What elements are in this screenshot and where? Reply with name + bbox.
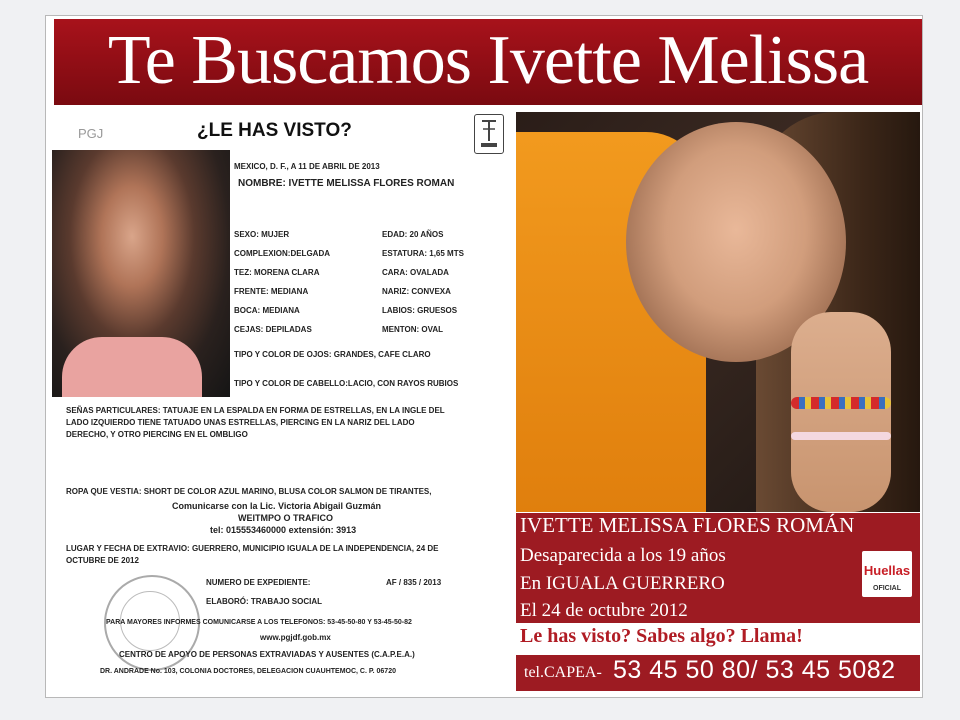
cabello-field: TIPO Y COLOR DE CABELLO:LACIO, CON RAYOS RUBIOS bbox=[234, 379, 459, 388]
sexo-field: SEXO: MUJER bbox=[234, 230, 290, 239]
contact-line-1: Comunicarse con la Lic. Victoria Abigail Guzmán bbox=[172, 501, 382, 511]
missing-person-photo-large bbox=[516, 112, 920, 512]
nariz-field: NARIZ: CONVEXA bbox=[382, 287, 451, 296]
agency-emblem-icon bbox=[474, 114, 504, 154]
panel-name: IVETTE MELISSA FLORES ROMÁN bbox=[520, 513, 855, 537]
ropa-field: ROPA QUE VESTIA: SHORT DE COLOR AZUL MARINO, BLUSA COLOR SALMON DE TIRANTES, bbox=[66, 487, 432, 496]
panel-location: En IGUALA GUERRERO bbox=[520, 573, 725, 594]
footer-phones: PARA MAYORES INFORMES COMUNICARSE A LOS TELEFONOS: 53-45-50-80 Y 53-45-50-82 bbox=[106, 619, 412, 626]
panel-disappeared-age: Desaparecida a los 19 años bbox=[520, 545, 726, 566]
title-banner bbox=[54, 19, 922, 105]
estatura-field: ESTATURA: 1,65 MTS bbox=[382, 249, 464, 258]
complexion-field: COMPLEXION:DELGADA bbox=[234, 249, 330, 258]
logo-subtitle: OFICIAL bbox=[873, 585, 901, 592]
panel-date: El 24 de octubre 2012 bbox=[520, 600, 688, 621]
logo-title: Huellas bbox=[863, 563, 911, 578]
expediente-label: NUMERO DE EXPEDIENTE: bbox=[206, 578, 311, 587]
pgj-mark: PGJ bbox=[78, 126, 104, 141]
contact-line-2: WEITMPO O TRAFICO bbox=[238, 513, 333, 523]
sheet-heading: ¿LE HAS VISTO? bbox=[197, 120, 352, 141]
contact-line-3: tel: 015553460000 extensión: 3913 bbox=[210, 525, 357, 535]
senas-line-1: SEÑAS PARTICULARES: TATUAJE EN LA ESPALDA EN FORMA DE ESTRELLAS, EN LA INGLE DEL bbox=[66, 406, 445, 415]
expediente-value: AF / 835 / 2013 bbox=[386, 578, 442, 587]
footer-website[interactable]: www.pgjdf.gob.mx bbox=[260, 633, 331, 642]
tez-field: TEZ: MORENA CLARA bbox=[234, 268, 320, 277]
cara-field: CARA: OVALADA bbox=[382, 268, 449, 277]
lugar-line-2: OCTUBRE DE 2012 bbox=[66, 556, 139, 565]
huellas-logo bbox=[862, 551, 912, 597]
senas-line-3: DERECHO, Y OTRO PIERCING EN EL OMBLIGO bbox=[66, 430, 248, 439]
missing-person-photo-small bbox=[52, 150, 230, 397]
frente-field: FRENTE: MEDIANA bbox=[234, 287, 309, 296]
footer-center: CENTRO DE APOYO DE PERSONAS EXTRAVIADAS Y AUSENTES (C.A.P.E.A.) bbox=[119, 650, 415, 659]
phone-label: tel.CAPEA- bbox=[524, 664, 602, 681]
cejas-field: CEJAS: DEPILADAS bbox=[234, 325, 312, 334]
elaboro-field: ELABORÓ: TRABAJO SOCIAL bbox=[206, 597, 322, 606]
phone-number[interactable]: 53 45 50 80/ 53 45 5082 bbox=[613, 656, 896, 684]
banner-title: Te Buscamos Ivette Melissa bbox=[107, 22, 869, 99]
senas-line-2: LADO IZQUIERDO TIENE TATUADO UNAS ESTRELLAS, PIERCING EN LA NARIZ DEL LADO bbox=[66, 418, 415, 427]
name-field: NOMBRE: IVETTE MELISSA FLORES ROMAN bbox=[238, 178, 455, 189]
edad-field: EDAD: 20 AÑOS bbox=[382, 230, 444, 239]
panel-slogan: Le has visto? Sabes algo? Llama! bbox=[520, 625, 803, 647]
menton-field: MENTON: OVAL bbox=[382, 325, 444, 334]
labios-field: LABIOS: GRUESOS bbox=[382, 306, 458, 315]
boca-field: BOCA: MEDIANA bbox=[234, 306, 300, 315]
footer-address: DR. ANDRADE No. 103, COLONIA DOCTORES, DELEGACION CUAUHTEMOC, C. P. 06720 bbox=[100, 668, 396, 675]
lugar-line-1: LUGAR Y FECHA DE EXTRAVIO: GUERRERO, MUNICIPIO IGUALA DE LA INDEPENDENCIA, 24 DE bbox=[66, 544, 439, 553]
ojos-field: TIPO Y COLOR DE OJOS: GRANDES, CAFE CLARO bbox=[234, 350, 431, 359]
place-date: MEXICO, D. F., A 11 DE ABRIL DE 2013 bbox=[234, 162, 380, 171]
